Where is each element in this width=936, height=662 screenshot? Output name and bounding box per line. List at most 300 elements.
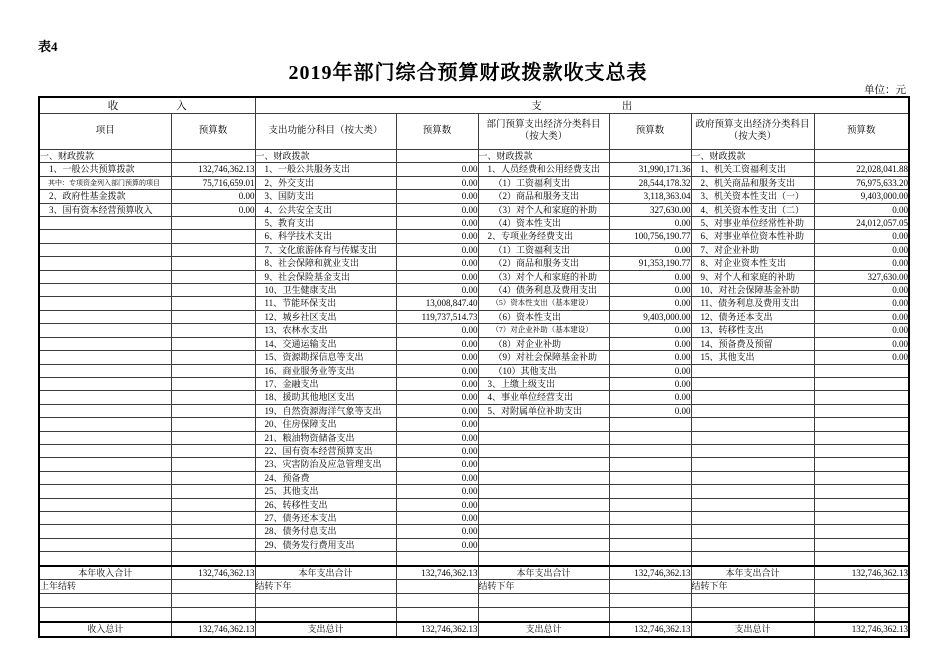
functional-expense-item-label: 5、教育支出 [255, 217, 396, 230]
dept-economic-item-value: 0.00 [609, 270, 691, 283]
empty-cell [691, 594, 814, 608]
table-row [39, 471, 909, 484]
functional-expense-item-label: 8、社会保障和就业支出 [255, 257, 396, 270]
dept-economic-item-label: （10）其他支出 [478, 364, 609, 377]
functional-expense-item-label: 4、公共安全支出 [255, 203, 396, 216]
empty-cell [609, 485, 691, 498]
empty-cell [39, 284, 171, 297]
functional-expense-item-value: 0.00 [396, 190, 478, 203]
empty-cell [814, 511, 909, 524]
col-header-item: 项目 [39, 114, 171, 150]
empty-cell [478, 418, 609, 431]
empty-cell [609, 418, 691, 431]
dept-economic-item-value: 100,756,190.77 [609, 230, 691, 243]
gov-economic-item-label: 9、对个人和家庭的补助 [691, 270, 814, 283]
dept-economic-item-label: （3）对个人和家庭的补助 [478, 270, 609, 283]
empty-cell [39, 431, 171, 444]
empty-cell [396, 607, 478, 621]
empty-cell [691, 471, 814, 484]
subtotal-row [39, 566, 909, 580]
carryover-row [39, 580, 909, 594]
empty-cell [39, 404, 171, 417]
functional-expense-item-label: 26、转移性支出 [255, 498, 396, 511]
gov-economic-item-value: 0.00 [814, 337, 909, 350]
dept-economic-item-value: 0.00 [609, 243, 691, 256]
table-row [39, 444, 909, 457]
annual-total-label: 本年支出合计 [255, 566, 396, 580]
dept-economic-item-label: 2、专项业务经费支出 [478, 230, 609, 243]
functional-expense-item-value: 0.00 [396, 364, 478, 377]
gov-economic-item-label: 3、机关资本性支出（一） [691, 190, 814, 203]
col-header-functional-subject: 支出功能分科目（按大类） [255, 114, 396, 150]
dept-economic-item-label: （9）对社会保障基金补助 [478, 351, 609, 364]
gov-economic-item-label: 7、对企业补助 [691, 243, 814, 256]
gov-economic-item-value: 0.00 [814, 310, 909, 323]
empty-cell [171, 377, 255, 390]
gov-economic-item-value: 76,975,633.20 [814, 176, 909, 189]
empty-cell [39, 444, 171, 457]
empty-cell [255, 607, 396, 621]
functional-expense-item-label: 16、商业服务业等支出 [255, 364, 396, 377]
empty-cell [39, 230, 171, 243]
empty-cell [814, 444, 909, 457]
functional-expense-item-label: 6、科学技术支出 [255, 230, 396, 243]
empty-cell [171, 391, 255, 404]
table-row [39, 337, 909, 350]
empty-cell [691, 552, 814, 566]
gov-economic-item-value: 0.00 [814, 324, 909, 337]
table-row [39, 511, 909, 524]
functional-expense-item-value [396, 150, 478, 163]
empty-cell [171, 364, 255, 377]
expense-group-header [255, 97, 909, 114]
empty-cell [171, 418, 255, 431]
group-header-row [39, 97, 909, 114]
functional-expense-item-label: 1、一般公共服务支出 [255, 163, 396, 176]
dept-economic-item-value: 3,118,363.04 [609, 190, 691, 203]
empty-cell [171, 404, 255, 417]
empty-cell [609, 525, 691, 538]
dept-economic-item-label: （3）对个人和家庭的补助 [478, 203, 609, 216]
empty-cell [691, 538, 814, 551]
empty-cell [691, 391, 814, 404]
empty-cell [691, 485, 814, 498]
gov-economic-item-label: 10、对社会保障基金补助 [691, 284, 814, 297]
gov-economic-item-value: 0.00 [814, 203, 909, 216]
carryover-label: 结转下年 [478, 580, 609, 594]
empty-cell [814, 552, 909, 566]
empty-cell [171, 498, 255, 511]
table-row [39, 364, 909, 377]
empty-cell [691, 444, 814, 457]
annual-total-value: 132,746,362.13 [814, 566, 909, 580]
functional-expense-item-value: 0.00 [396, 538, 478, 551]
table-number-label: 表4 [38, 39, 58, 54]
gov-economic-item-label: 13、转移性支出 [691, 324, 814, 337]
annual-total-label: 本年支出合计 [691, 566, 814, 580]
functional-expense-item-value: 0.00 [396, 444, 478, 457]
table-row [39, 230, 909, 243]
functional-expense-item-value: 0.00 [396, 243, 478, 256]
gov-economic-item-label: 一、财政拨款 [691, 150, 814, 163]
empty-cell [691, 525, 814, 538]
empty-cell [171, 284, 255, 297]
functional-expense-item-value: 0.00 [396, 337, 478, 350]
grand-total-label: 支出总计 [691, 622, 814, 637]
empty-cell [171, 525, 255, 538]
table-row [39, 485, 909, 498]
empty-cell [814, 364, 909, 377]
annual-total-label: 本年收入合计 [39, 566, 171, 580]
functional-expense-item-value: 0.00 [396, 431, 478, 444]
functional-expense-item-value: 0.00 [396, 418, 478, 431]
empty-cell [171, 217, 255, 230]
dept-economic-item-value: 0.00 [609, 404, 691, 417]
gov-economic-item-value: 0.00 [814, 257, 909, 270]
empty-cell [814, 525, 909, 538]
income-group-char: 入 [176, 101, 187, 112]
col-header-budget: 预算数 [814, 114, 909, 150]
gov-economic-item-label: 4、机关资本性支出（二） [691, 203, 814, 216]
carryover-value [171, 580, 255, 594]
functional-expense-item-value: 0.00 [396, 176, 478, 189]
functional-expense-item-value: 0.00 [396, 217, 478, 230]
carryover-value [814, 580, 909, 594]
functional-expense-item-value: 119,737,514.73 [396, 310, 478, 323]
empty-cell [814, 418, 909, 431]
gov-economic-item-value: 22,028,041.88 [814, 163, 909, 176]
unit-label: 单位：元 [864, 85, 906, 96]
empty-cell [171, 538, 255, 551]
gov-economic-item-label: 2、机关商品和服务支出 [691, 176, 814, 189]
empty-cell [814, 377, 909, 390]
income-item-label: 一、财政拨款 [39, 150, 171, 163]
grand-total-label: 支出总计 [478, 622, 609, 637]
col-header-budget: 预算数 [171, 114, 255, 150]
dept-economic-item-value: 327,630.00 [609, 203, 691, 216]
functional-expense-item-label: 15、资源勘探信息等支出 [255, 351, 396, 364]
gov-economic-item-value: 327,630.00 [814, 270, 909, 283]
empty-cell [171, 485, 255, 498]
table-row [39, 538, 909, 551]
col-header-gov-econ-subject: 政府预算支出经济分类科目（按大类） [691, 114, 814, 150]
dept-economic-item-label: （1）工资福利支出 [478, 176, 609, 189]
functional-expense-item-label: 22、国有资本经营预算支出 [255, 444, 396, 457]
empty-cell [39, 270, 171, 283]
gov-economic-item-value: 24,012,057.05 [814, 217, 909, 230]
table-row [39, 525, 909, 538]
table-row [39, 190, 909, 203]
table-row [39, 310, 909, 323]
gov-economic-item-value: 9,403,000.00 [814, 190, 909, 203]
functional-expense-item-label: 14、交通运输支出 [255, 337, 396, 350]
empty-cell [39, 594, 171, 608]
table-row [39, 257, 909, 270]
empty-cell [39, 364, 171, 377]
grand-total-value: 132,746,362.13 [609, 622, 691, 637]
functional-expense-item-label: 20、住房保障支出 [255, 418, 396, 431]
empty-cell [478, 511, 609, 524]
table-row [39, 163, 909, 176]
blank-row [39, 594, 909, 608]
income-item-value: 0.00 [171, 190, 255, 203]
functional-expense-item-value: 0.00 [396, 163, 478, 176]
empty-cell [814, 538, 909, 551]
dept-economic-item-value: 0.00 [609, 391, 691, 404]
gov-economic-item-value: 0.00 [814, 243, 909, 256]
empty-cell [478, 607, 609, 621]
grand-row [39, 622, 909, 637]
table-row [39, 458, 909, 471]
functional-expense-item-label: 27、债务还本支出 [255, 511, 396, 524]
functional-expense-item-label: 19、自然资源海洋气象等支出 [255, 404, 396, 417]
empty-cell [39, 297, 171, 310]
gov-economic-item-value: 0.00 [814, 284, 909, 297]
empty-cell [171, 458, 255, 471]
functional-expense-item-label: 29、债务发行费用支出 [255, 538, 396, 551]
income-item-value: 75,716,659.01 [171, 176, 255, 189]
empty-cell [39, 391, 171, 404]
annual-total-value: 132,746,362.13 [609, 566, 691, 580]
empty-cell [478, 538, 609, 551]
dept-economic-item-value: 0.00 [609, 284, 691, 297]
empty-cell [691, 511, 814, 524]
empty-cell [691, 498, 814, 511]
empty-cell [171, 257, 255, 270]
col-header-dept-econ-subject: 部门预算支出经济分类科目（按大类） [478, 114, 609, 150]
table-row [39, 203, 909, 216]
empty-cell [39, 324, 171, 337]
empty-cell [814, 607, 909, 621]
functional-expense-item-label: 28、债务付息支出 [255, 525, 396, 538]
empty-cell [691, 418, 814, 431]
gov-economic-item-value: 0.00 [814, 230, 909, 243]
functional-expense-item-value: 0.00 [396, 458, 478, 471]
functional-expense-item-label: 12、城乡社区支出 [255, 310, 396, 323]
income-item-label: 其中：专项资金列入部门预算的项目 [39, 176, 171, 189]
empty-cell [478, 485, 609, 498]
functional-expense-item-label: 2、外交支出 [255, 176, 396, 189]
empty-cell [478, 458, 609, 471]
empty-cell [255, 594, 396, 608]
empty-cell [171, 243, 255, 256]
empty-cell [691, 431, 814, 444]
dept-economic-item-label: 5、对附属单位补助支出 [478, 404, 609, 417]
functional-expense-item-value: 0.00 [396, 324, 478, 337]
empty-cell [814, 471, 909, 484]
empty-cell [255, 552, 396, 566]
empty-cell [396, 594, 478, 608]
dept-economic-item-value: 0.00 [609, 217, 691, 230]
column-header-row [39, 114, 909, 150]
gov-economic-item-label: 1、机关工资福利支出 [691, 163, 814, 176]
empty-cell [39, 498, 171, 511]
table-row [39, 284, 909, 297]
carryover-label: 结转下年 [691, 580, 814, 594]
functional-expense-item-label: 23、灾害防治及应急管理支出 [255, 458, 396, 471]
page-title: 2019年部门综合预算财政拨款收支总表 [288, 62, 648, 84]
grand-total-label: 收入总计 [39, 622, 171, 637]
gov-economic-item-label: 14、预备费及预留 [691, 337, 814, 350]
gov-economic-item-label: 5、对事业单位经常性补助 [691, 217, 814, 230]
carryover-label: 上年结转 [39, 580, 171, 594]
empty-cell [609, 471, 691, 484]
table-row [39, 418, 909, 431]
empty-cell [171, 594, 255, 608]
dept-economic-item-value: 0.00 [609, 351, 691, 364]
empty-cell [609, 511, 691, 524]
carryover-value [609, 580, 691, 594]
empty-cell [39, 607, 171, 621]
functional-expense-item-value: 0.00 [396, 270, 478, 283]
empty-cell [478, 594, 609, 608]
dept-economic-item-value [609, 150, 691, 163]
dept-economic-item-label: （4）资本性支出 [478, 217, 609, 230]
empty-cell [39, 458, 171, 471]
grand-total-value: 132,746,362.13 [814, 622, 909, 637]
table-row [39, 431, 909, 444]
functional-expense-item-value: 0.00 [396, 471, 478, 484]
dept-economic-item-value: 0.00 [609, 324, 691, 337]
dept-economic-item-label: （5）资本性支出（基本建设） [478, 297, 609, 310]
dept-economic-item-value: 9,403,000.00 [609, 310, 691, 323]
empty-cell [171, 324, 255, 337]
dept-economic-item-label: （6）资本性支出 [478, 310, 609, 323]
functional-expense-item-label: 21、粮油物资储备支出 [255, 431, 396, 444]
empty-cell [39, 471, 171, 484]
empty-cell [171, 310, 255, 323]
empty-cell [396, 552, 478, 566]
carryover-value [396, 580, 478, 594]
empty-cell [171, 471, 255, 484]
empty-cell [39, 243, 171, 256]
table-row [39, 498, 909, 511]
empty-cell [609, 431, 691, 444]
empty-cell [609, 594, 691, 608]
empty-cell [691, 377, 814, 390]
gov-economic-item-label: 11、债务利息及费用支出 [691, 297, 814, 310]
functional-expense-item-value: 0.00 [396, 351, 478, 364]
dept-economic-item-label: 一、财政拨款 [478, 150, 609, 163]
annual-total-value: 132,746,362.13 [396, 566, 478, 580]
empty-cell [814, 458, 909, 471]
income-group-header [39, 97, 255, 114]
empty-cell [171, 297, 255, 310]
empty-cell [478, 471, 609, 484]
dept-economic-item-value: 0.00 [609, 377, 691, 390]
empty-cell [39, 538, 171, 551]
col-header-budget: 预算数 [396, 114, 478, 150]
empty-cell [39, 552, 171, 566]
dept-economic-item-label: （2）商品和服务支出 [478, 257, 609, 270]
empty-cell [814, 485, 909, 498]
empty-cell [39, 337, 171, 350]
dept-economic-item-label: （7）对企业补助（基本建设） [478, 324, 609, 337]
table-row [39, 404, 909, 417]
empty-cell [609, 458, 691, 471]
dept-economic-item-label: 4、事业单位经营支出 [478, 391, 609, 404]
gov-economic-item-value: 0.00 [814, 351, 909, 364]
dept-economic-item-label: 1、人员经费和公用经费支出 [478, 163, 609, 176]
dept-economic-item-label: （4）债务利息及费用支出 [478, 284, 609, 297]
income-item-value: 132,746,362.13 [171, 163, 255, 176]
functional-expense-item-value: 0.00 [396, 203, 478, 216]
empty-cell [39, 485, 171, 498]
col-header-budget: 预算数 [609, 114, 691, 150]
empty-cell [478, 525, 609, 538]
empty-cell [691, 364, 814, 377]
functional-expense-item-label: 9、社会保险基金支出 [255, 270, 396, 283]
empty-cell [39, 377, 171, 390]
dept-economic-item-label: （1）工资福利支出 [478, 243, 609, 256]
functional-expense-item-label: 7、文化旅游体育与传媒支出 [255, 243, 396, 256]
table-row [39, 150, 909, 163]
expense-group-char: 支 [531, 101, 542, 112]
empty-cell [39, 217, 171, 230]
functional-expense-item-label: 10、卫生健康支出 [255, 284, 396, 297]
dept-economic-item-value: 0.00 [609, 364, 691, 377]
empty-cell [814, 594, 909, 608]
blank-row [39, 607, 909, 621]
functional-expense-item-label: 25、其他支出 [255, 485, 396, 498]
grand-total-label: 支出总计 [255, 622, 396, 637]
budget-table [38, 96, 910, 638]
empty-cell [171, 607, 255, 621]
gov-economic-item-label: 15、其他支出 [691, 351, 814, 364]
functional-expense-item-value: 0.00 [396, 485, 478, 498]
empty-cell [609, 444, 691, 457]
functional-expense-item-label: 17、金融支出 [255, 377, 396, 390]
table-row [39, 552, 909, 566]
empty-cell [171, 511, 255, 524]
empty-cell [478, 431, 609, 444]
empty-cell [39, 310, 171, 323]
gov-economic-item-label: 6、对事业单位资本性补助 [691, 230, 814, 243]
empty-cell [171, 552, 255, 566]
functional-expense-item-value: 0.00 [396, 498, 478, 511]
income-item-value [171, 150, 255, 163]
functional-expense-item-value: 0.00 [396, 230, 478, 243]
empty-cell [39, 525, 171, 538]
empty-cell [814, 391, 909, 404]
functional-expense-item-label: 13、农林水支出 [255, 324, 396, 337]
gov-economic-item-value: 0.00 [814, 297, 909, 310]
income-group-char: 收 [107, 101, 119, 112]
functional-expense-item-value: 0.00 [396, 511, 478, 524]
gov-economic-item-value [814, 150, 909, 163]
functional-expense-item-label: 一、财政拨款 [255, 150, 396, 163]
annual-total-label: 本年支出合计 [478, 566, 609, 580]
table-row [39, 377, 909, 390]
dept-economic-item-value: 0.00 [609, 297, 691, 310]
grand-total-value: 132,746,362.13 [171, 622, 255, 637]
functional-expense-item-value: 0.00 [396, 525, 478, 538]
dept-economic-item-label: （8）对企业补助 [478, 337, 609, 350]
table-row [39, 351, 909, 364]
table-row [39, 324, 909, 337]
expense-group-char: 出 [621, 101, 633, 112]
dept-economic-item-value: 28,544,178.32 [609, 176, 691, 189]
empty-cell [691, 458, 814, 471]
table-row [39, 391, 909, 404]
gov-economic-item-label: 12、债务还本支出 [691, 310, 814, 323]
table-row [39, 270, 909, 283]
empty-cell [609, 498, 691, 511]
grand-total-value: 132,746,362.13 [396, 622, 478, 637]
table-row [39, 217, 909, 230]
empty-cell [478, 444, 609, 457]
functional-expense-item-label: 3、国防支出 [255, 190, 396, 203]
